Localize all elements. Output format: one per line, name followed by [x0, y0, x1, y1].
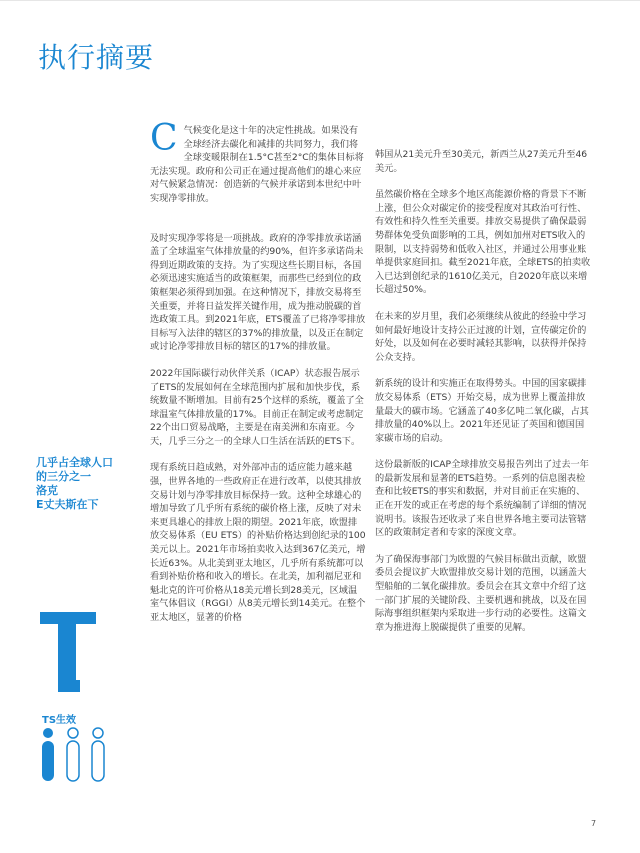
paragraph: 韩国从21美元升至30美元，新西兰从27美元升至46美元。 [375, 149, 588, 174]
paragraph: 为了确保海事部门为欧盟的气候目标做出贡献，欧盟委员会提议扩大欧盟排放交易计划的范围，以涵盖大型船舶的二氧化碳排放。委员会在其文章中介绍了这一部门扩展的关键阶段、主要机遇和挑战，以及在国际海事组织框架内采取进一步行动的必要性。这篇文章为推进海上脱碳提供了重要的见解。 [375, 553, 587, 633]
paragraph: 及时实现净零将是一项挑战。政府的净零排放承诺涵盖了全球温室气体排放量的约90%，但许多承诺尚未得到近期政策的支持。为了实现这些长期目标，各国必须迅速实施适当的政策框架，而那些已经到位的政策框架必须得到加强。在这种情况下，排放交易将至关重要，并将日益发挥关键作用，成为推动脱碳的首选政策工具。到2021年底，ETS覆盖了已将净零排放目标写入法律的辖区的37%的排放量，以及正在制定或讨论净零排放目标的辖区的17%的排放量。 [150, 232, 366, 353]
paragraph: 在未来的岁月里，我们必须继续从彼此的经验中学习如何最好地设计支持公正过渡的计划，宣传碳定价的好处，以及如何在必要时减轻其影响，以获得并保持公众支持。 [375, 310, 587, 363]
big-t-graphic-icon [38, 604, 128, 694]
paragraph: 虽然碳价格在全球多个地区高能源价格的背景下不断上涨，但公众对碳定价的接受程度对其政治可行性、有效性和持久性至关重要。排放交易提供了确保最弱势群体免受负面影响的工具，例如加州对ETS收入的限制，以支持弱势和低收入社区，并通过公用事业账单提供家庭回扣。截至2021年底，全球ETS的拍卖收入已达到创纪录的1610亿美元，自2020年底以来增长超过50%。 [375, 189, 591, 296]
drop-cap: C [150, 118, 178, 159]
paragraph: 这份最新版的ICAP全球排放交易报告列出了过去一年的最新发展和显著的ETS趋势。一系列的信息图表检查和比较ETS的事实和数据，并对目前正在实施的、正在开发的或正在考虑的每个系统编制了详细的情况说明书。该报告还收录了来自世界各地主要司法管辖区的政策制定者和专家的深度文章。 [375, 459, 589, 539]
paragraph: 现有系统日趋成熟，对外部冲击的适应能力越来越强，世界各地的一些政府正在进行改革，以使其排放交易计划与净零排放目标保持一致。这种全球雄心的增加导致了几乎所有系统的碳价格上涨，反映了对未来更具雄心的排放上限的期望。2021年底，欧盟排放交易体系（EU ETS）的补贴价格达到创纪录的100美元以上。2021年市场拍卖收入达到367亿美元，增长近63%。从北美到亚太地区，几乎所有系统都可以看到补贴价格和收入的增长。在北美，加利福尼亚和魁北克的许可价格从18美元增长到28美元，区域温室气体倡议（RGGI）从8美元增长到14美元。在整个亚太地区，显著的价格 [150, 462, 366, 623]
intro-text: 气候变化是这十年的决定性挑战。如果没有全球经济去碳化和减排的共同努力，我们将全球变暖限制在1.5°C甚至2°C的集体目标将无法实现。政府和公司正在通过提高他们的雄心来应对气候紧急情况：创造新的气候并承诺到本世纪中叶实现净零排放。 [150, 125, 364, 204]
page-title: 执行摘要 [38, 41, 155, 74]
left-column [150, 118, 366, 638]
pull-quote-line: 几乎占全球人口 [36, 456, 113, 469]
right-column [375, 148, 593, 647]
paragraph: 2022年国际碳行动伙伴关系（ICAP）状态报告展示了ETS的发展如何在全球范围内扩展和加快步伐，系统数量不断增加。目前有25个这样的系统，覆盖了全球温室气体排放量的17%。目前正在制定或考虑制定22个出口贸易战略，主要是在南美洲和东南亚。今天，几乎三分之一的全球人口生活在活跃的ETS下。 [150, 367, 364, 447]
pull-quote [36, 456, 146, 512]
top-edge [0, 0, 640, 13]
pull-quote-line: 的三分之一 [36, 470, 91, 483]
pull-quote-line: 洛克 [36, 484, 58, 497]
page-number: 7 [591, 819, 597, 828]
people-icon [38, 725, 118, 785]
intro-paragraph [150, 118, 366, 206]
paragraph: 新系统的设计和实施正在取得势头。中国的国家碳排放交易体系（ETS）开始交易，成为世界上覆盖排放量最大的碳市场。它涵盖了40多亿吨二氧化碳，占其排放量的40%以上。2021年还见证了英国和德国国家碳市场的启动。 [375, 378, 589, 444]
pull-quote-line: E丈夫斯在下 [36, 498, 99, 511]
ts-label: TS生效 [42, 715, 77, 726]
